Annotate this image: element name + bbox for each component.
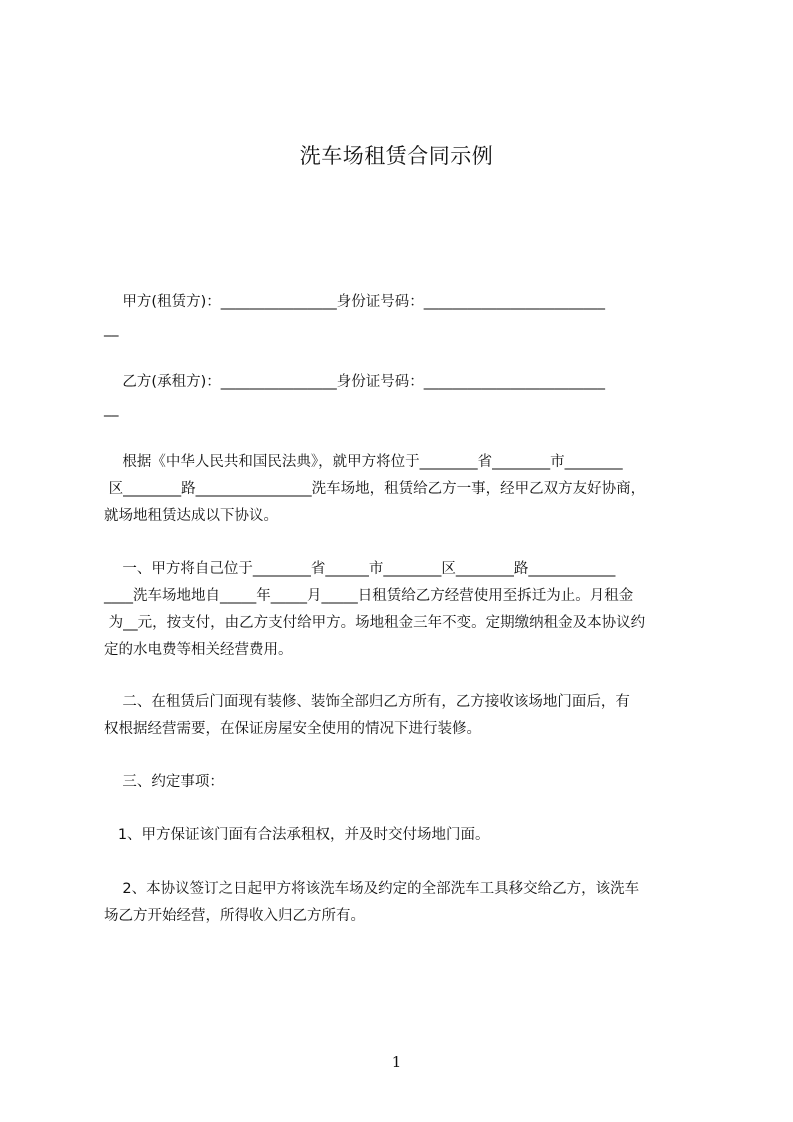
clause-3-item-2-line-1: 2、本协议签订之日起甲方将该洗车场及约定的全部洗车工具移交给乙方，该洗车 (104, 881, 640, 897)
party-b-line: 乙方(承租方)：________________身份证号码：_________________________ (104, 374, 605, 390)
clause-1-line-3: 为__元，按支付，由乙方支付给甲方。场地租金三年不变。定期缴纳租金及本协议约 (104, 615, 646, 631)
party-a-line: 甲方(租赁方)：________________身份证号码：_________________________ (104, 294, 605, 310)
clause-3-item-1: 1、甲方保证该门面有合法承租权，并及时交付场地门面。 (104, 827, 490, 843)
clause-2-line-1: 二、在租赁后门面现有装修、装饰全部归乙方所有，乙方接收该场地门面后，有 (104, 694, 630, 710)
page-number: 1 (391, 1053, 402, 1071)
clause-1-line-1: 一、甲方将自己位于________省______市________区________路____________ (104, 561, 616, 577)
preamble-line-3: 就场地租赁达成以下协议。 (104, 508, 278, 524)
preamble-line-1: 根据《中华人民共和国民法典》，就甲方将位于________省________市________ (104, 454, 623, 470)
preamble-line-2: 区________路________________洗车场地，租赁给乙方一事，经甲乙双方友好协商， (104, 481, 646, 497)
party-b-line-continuation: __ (104, 401, 119, 417)
clause-3-heading: 三、约定事项： (104, 774, 224, 790)
document-title: 洗车场租赁合同示例 (299, 144, 494, 168)
clause-2-line-2: 权根据经营需要，在保证房屋安全使用的情况下进行装修。 (104, 721, 481, 737)
clause-3-item-2-line-2: 场乙方开始经营，所得收入归乙方所有。 (104, 908, 365, 924)
clause-1-line-2: ____洗车场地地自_____年_____月_____日租赁给乙方经营使用至拆迁为止。月租金 (104, 588, 634, 604)
clause-1-line-4: 定的水电费等相关经营费用。 (104, 642, 293, 658)
party-a-line-continuation: __ (104, 321, 119, 337)
